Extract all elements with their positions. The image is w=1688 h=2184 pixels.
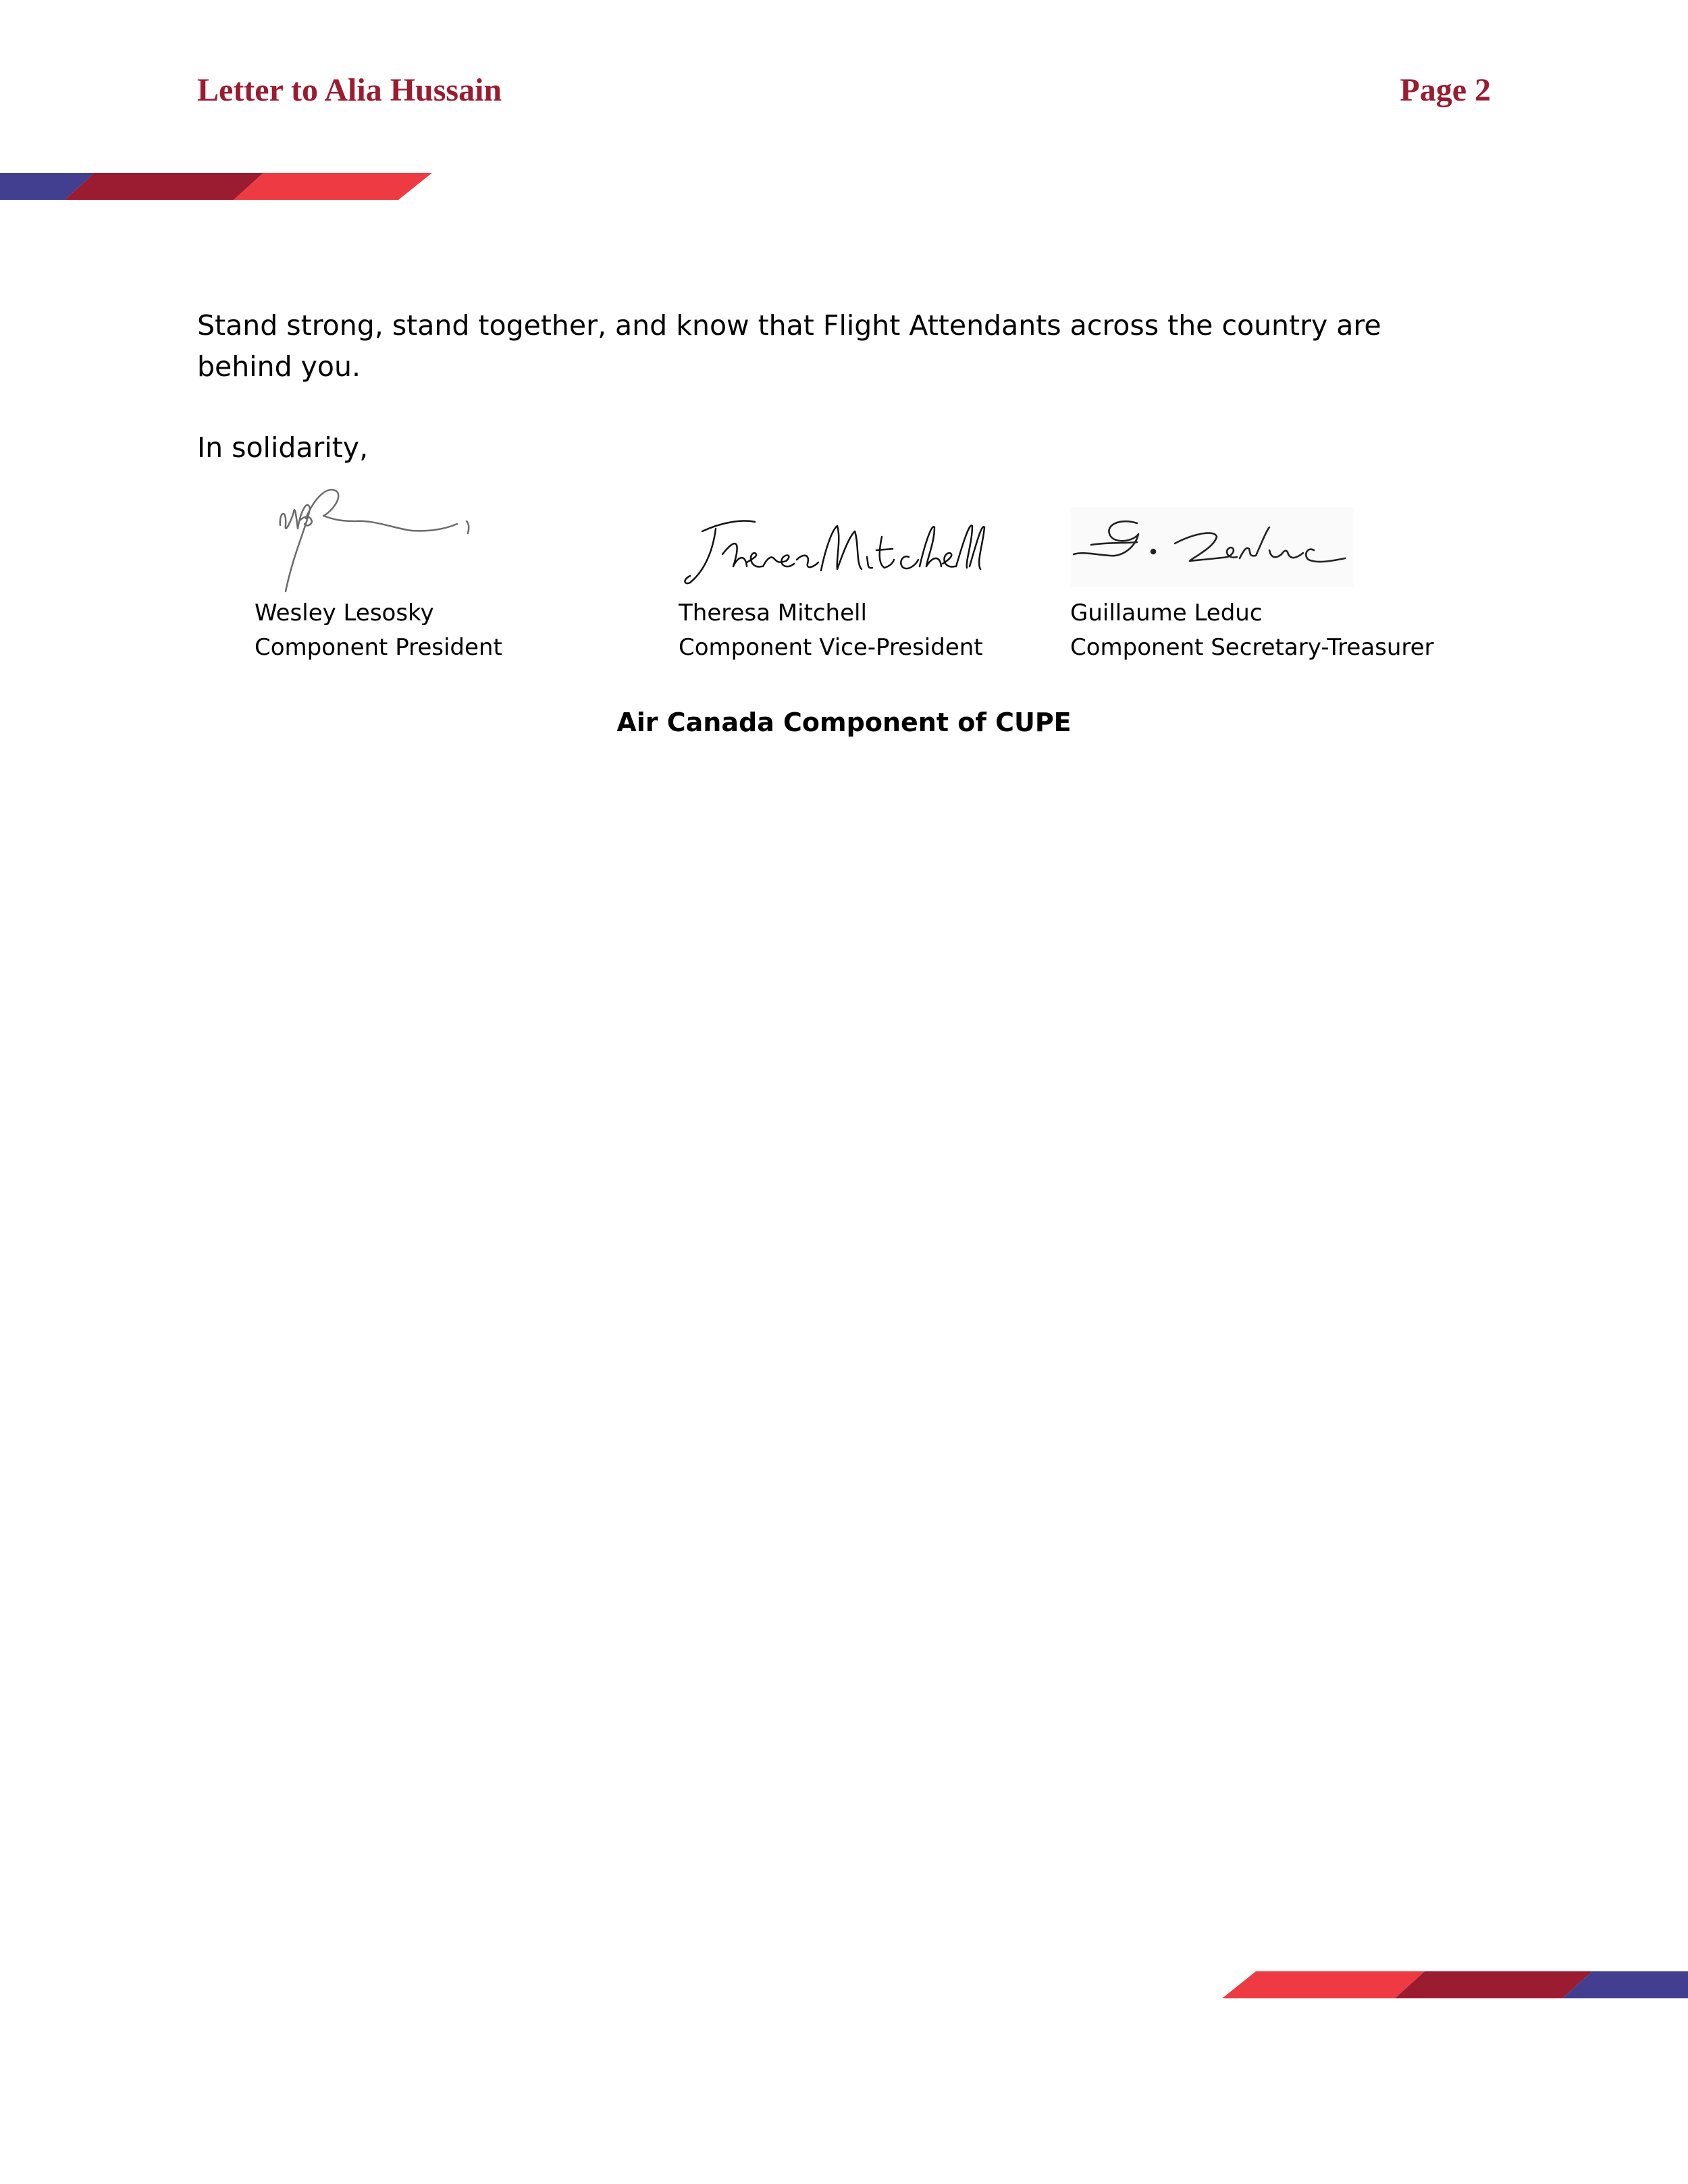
body-paragraph: Stand strong, stand together, and know that Flight Attendants across the country are behind you.: [197, 309, 1381, 383]
signature-wesley-lesosky: [267, 471, 476, 593]
stripe-maroon-segment: [1395, 1971, 1592, 1998]
signatory-name: Wesley Lesosky: [255, 600, 434, 627]
signatory-title: Component Secretary-Treasurer: [1070, 634, 1434, 661]
closing-salutation: In solidarity,: [197, 431, 369, 464]
signatory-2: [679, 596, 983, 665]
organization-name: Air Canada Component of CUPE: [616, 708, 1072, 737]
signatory-3: [1070, 596, 1434, 665]
header-decorative-stripe: [0, 173, 432, 200]
header-page-number: Page 2: [1400, 72, 1491, 108]
stripe-maroon-segment: [65, 173, 263, 200]
signature-theresa-mitchell: [675, 510, 986, 591]
signatory-name: Guillaume Leduc: [1070, 600, 1263, 627]
signature-guillaume-leduc: [1067, 503, 1357, 591]
signatory-1: [255, 596, 502, 665]
signatory-title: Component President: [255, 634, 502, 661]
stripe-red-segment: [234, 173, 432, 200]
footer-decorative-stripe: [1222, 1971, 1688, 1998]
header-title: Letter to Alia Hussain: [197, 72, 502, 108]
stripe-red-segment: [1222, 1971, 1425, 1998]
signatory-title: Component Vice-President: [679, 634, 983, 661]
signatory-name: Theresa Mitchell: [679, 600, 867, 627]
